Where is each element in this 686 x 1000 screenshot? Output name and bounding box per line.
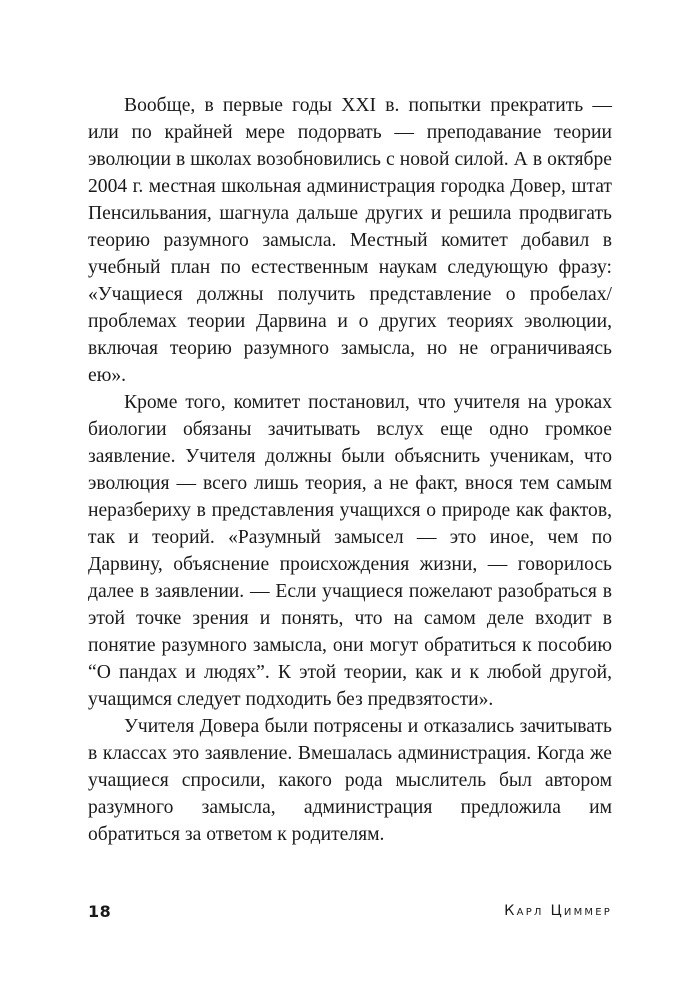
page-number: 18 xyxy=(88,902,112,921)
paragraph-3: Учителя Довера были потрясены и отказались зачитывать в классах это заявление. Вмешалась администрация. Когда же учащиеся спросили, какого рода мыслитель был автором разумного замысла, администрация предложила им обратиться за ответом к родителям. xyxy=(88,716,612,845)
page-body xyxy=(88,92,612,848)
paragraph-1: Вообще, в первые годы XXI в. попытки прекратить — или по крайней мере подорвать — преподавание теории эволюции в школах возобновились с новой силой. А в октябре 2004 г. местная школьная администрация городка Довер, штат Пенсильвания, шагнула дальше других и решила продвигать теорию разумного замысла. Местный комитет добавил в учебный план по естественным наукам следующую фразу: «Учащиеся должны получить представление о пробелах/проблемах теории Дарвина и о других теориях эволюции, включая теорию разумного замысла, но не ограничиваясь ею». xyxy=(88,95,612,386)
paragraph-2: Кроме того, комитет постановил, что учителя на уроках биологии обязаны зачитывать вслух еще одно громкое заявление. Учителя должны были объяснить ученикам, что эволюция — всего лишь теория, а не факт, внося тем самым неразбериху в представления учащихся о природе как фактов, так и теорий. «Разумный замысел — это иное, чем по Дарвину, объяснение происхождения жизни, — говорилось далее в заявлении. — Если учащиеся пожелают разобраться в этой точке зрения и понять, что на самом деле входит в понятие разумного замысла, они могут обратиться к пособию “О пандах и людях”. К этой теории, как и к любой другой, учащимся следует подходить без предвзятости». xyxy=(88,392,612,710)
running-head-author: Карл Циммер xyxy=(504,903,612,919)
page-footer xyxy=(88,902,612,926)
